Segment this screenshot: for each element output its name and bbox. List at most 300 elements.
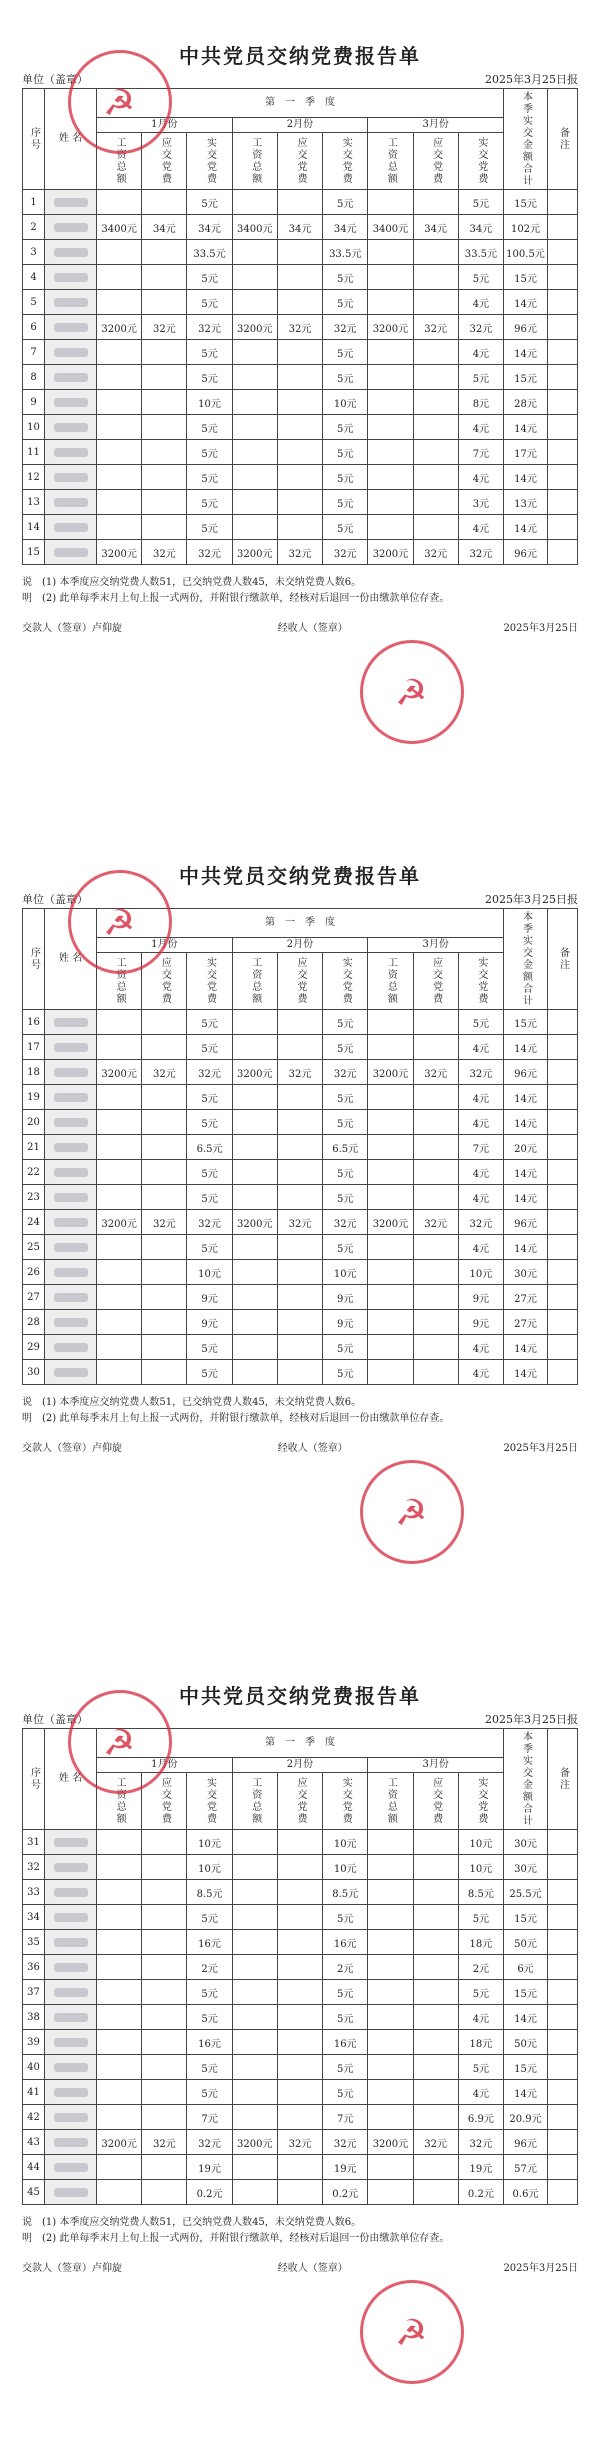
sign-date: 2025年3月25日 — [503, 2263, 578, 2274]
amount-cell: 10元 — [458, 1855, 503, 1880]
table-row — [23, 1880, 578, 1905]
amount-cell — [97, 1955, 142, 1980]
header-name: 姓 名 — [45, 1729, 97, 1830]
amount-cell: 10元 — [323, 1830, 368, 1855]
table-row — [23, 1855, 578, 1880]
amount-cell — [368, 1035, 413, 1060]
unit-label: 单位（盖章） — [22, 1713, 88, 1726]
header-sub-salary: 工资总额 — [368, 953, 413, 1010]
table-row — [23, 1010, 578, 1035]
amount-cell: 3200元 — [232, 2130, 277, 2155]
redacted-name — [45, 540, 97, 565]
amount-cell — [142, 2055, 187, 2080]
table-row — [23, 1210, 578, 1235]
report-page — [0, 820, 600, 1600]
header-remark: 备注 — [548, 909, 578, 1010]
report-sheet — [22, 1668, 578, 2274]
amount-cell: 0.2元 — [323, 2180, 368, 2205]
amount-cell — [232, 2080, 277, 2105]
amount-cell: 3200元 — [368, 2130, 413, 2155]
amount-cell — [277, 1880, 322, 1905]
row-remark — [548, 415, 578, 440]
amount-cell — [277, 2005, 322, 2030]
table-row — [23, 365, 578, 390]
amount-cell: 33.5元 — [187, 240, 232, 265]
header-total: 本季实交金额合计 — [504, 1729, 548, 1830]
amount-cell — [142, 1260, 187, 1285]
amount-cell — [232, 1035, 277, 1060]
amount-cell — [413, 1010, 458, 1035]
note-line-1: 说 (1) 本季度应交纳党费人数51，已交纳党费人数45，未交纳党费人数6。 — [22, 577, 362, 588]
header-sub-row — [23, 953, 578, 1010]
row-seq: 39 — [23, 2030, 45, 2055]
amount-cell — [142, 1135, 187, 1160]
amount-cell: 18元 — [458, 2030, 503, 2055]
header-sub-paid: 实交党费 — [187, 133, 232, 190]
amount-cell: 10元 — [458, 1830, 503, 1855]
report-page — [0, 1640, 600, 2420]
amount-cell: 18元 — [458, 1930, 503, 1955]
amount-cell — [277, 290, 322, 315]
amount-cell — [368, 2030, 413, 2055]
amount-cell — [142, 2005, 187, 2030]
row-seq: 22 — [23, 1160, 45, 1185]
amount-cell: 0.2元 — [458, 2180, 503, 2205]
amount-cell — [142, 1830, 187, 1855]
redacted-name — [45, 1085, 97, 1110]
amount-cell — [142, 440, 187, 465]
amount-cell: 5元 — [323, 2080, 368, 2105]
amount-cell — [142, 1160, 187, 1185]
amount-cell — [277, 1185, 322, 1210]
amount-cell — [368, 340, 413, 365]
row-seq: 24 — [23, 1210, 45, 1235]
amount-cell — [232, 390, 277, 415]
row-total: 14元 — [504, 2005, 548, 2030]
row-remark — [548, 1235, 578, 1260]
amount-cell: 34元 — [277, 215, 322, 240]
header-sub-salary: 工资总额 — [97, 953, 142, 1010]
row-remark — [548, 315, 578, 340]
dues-table — [22, 88, 578, 565]
amount-cell: 3200元 — [97, 540, 142, 565]
amount-cell: 32元 — [458, 315, 503, 340]
redacted-name — [45, 515, 97, 540]
row-total: 17元 — [504, 440, 548, 465]
header-sub-row — [23, 133, 578, 190]
amount-cell: 16元 — [323, 2030, 368, 2055]
table-row — [23, 1135, 578, 1160]
redacted-name — [45, 2180, 97, 2205]
amount-cell — [413, 1235, 458, 1260]
amount-cell: 5元 — [187, 2005, 232, 2030]
row-seq: 25 — [23, 1235, 45, 1260]
row-total: 15元 — [504, 2055, 548, 2080]
amount-cell: 33.5元 — [458, 240, 503, 265]
amount-cell: 16元 — [323, 1930, 368, 1955]
notes — [22, 2215, 578, 2247]
amount-cell: 5元 — [323, 515, 368, 540]
amount-cell — [142, 415, 187, 440]
amount-cell — [413, 490, 458, 515]
amount-cell — [97, 1880, 142, 1905]
row-seq: 20 — [23, 1110, 45, 1135]
amount-cell: 5元 — [458, 190, 503, 215]
header-month-2: 2月份 — [232, 118, 368, 133]
amount-cell — [142, 515, 187, 540]
amount-cell — [413, 1955, 458, 1980]
header-sub-paid: 实交党费 — [323, 133, 368, 190]
amount-cell — [368, 1235, 413, 1260]
amount-cell: 5元 — [323, 340, 368, 365]
amount-cell: 32元 — [413, 315, 458, 340]
row-total: 28元 — [504, 390, 548, 415]
row-remark — [548, 1110, 578, 1135]
header-sub-due: 应交党费 — [413, 1773, 458, 1830]
amount-cell — [97, 1855, 142, 1880]
row-remark — [548, 1855, 578, 1880]
signature-row — [22, 1439, 578, 1454]
row-total: 15元 — [504, 265, 548, 290]
amount-cell — [413, 2180, 458, 2205]
amount-cell: 10元 — [323, 1260, 368, 1285]
amount-cell: 5元 — [323, 1185, 368, 1210]
amount-cell — [232, 1335, 277, 1360]
dues-table-body — [23, 1830, 578, 2205]
amount-cell: 32元 — [458, 2130, 503, 2155]
amount-cell: 3200元 — [368, 540, 413, 565]
report-meta — [22, 1710, 578, 1728]
header-sub-paid: 实交党费 — [323, 953, 368, 1010]
row-seq: 40 — [23, 2055, 45, 2080]
row-remark — [548, 2080, 578, 2105]
amount-cell: 3200元 — [368, 315, 413, 340]
amount-cell: 32元 — [142, 540, 187, 565]
receiver-signature: 经收人（签章） — [277, 623, 348, 634]
amount-cell — [368, 490, 413, 515]
header-sub-paid: 实交党费 — [458, 1773, 503, 1830]
amount-cell: 5元 — [323, 1235, 368, 1260]
amount-cell — [413, 190, 458, 215]
amount-cell — [277, 1905, 322, 1930]
row-total: 50元 — [504, 2030, 548, 2055]
amount-cell — [142, 1110, 187, 1135]
header-sub-paid: 实交党费 — [458, 133, 503, 190]
row-total: 14元 — [504, 1335, 548, 1360]
amount-cell — [413, 1830, 458, 1855]
amount-cell: 7元 — [458, 1135, 503, 1160]
amount-cell: 5元 — [323, 2055, 368, 2080]
header-sub-paid: 实交党费 — [187, 953, 232, 1010]
amount-cell — [413, 440, 458, 465]
amount-cell: 32元 — [458, 1210, 503, 1235]
amount-cell: 5元 — [323, 1110, 368, 1135]
table-row — [23, 1185, 578, 1210]
amount-cell — [232, 1085, 277, 1110]
amount-cell — [277, 1285, 322, 1310]
redacted-name — [45, 1335, 97, 1360]
amount-cell — [413, 1360, 458, 1385]
report-date: 2025年3月25日报 — [485, 893, 578, 906]
party-seal-stamp — [360, 640, 464, 744]
redacted-name — [45, 2030, 97, 2055]
amount-cell — [232, 2180, 277, 2205]
amount-cell — [97, 240, 142, 265]
amount-cell: 34元 — [413, 215, 458, 240]
amount-cell: 5元 — [323, 415, 368, 440]
row-seq: 38 — [23, 2005, 45, 2030]
amount-cell: 5元 — [323, 1085, 368, 1110]
redacted-name — [45, 1310, 97, 1335]
amount-cell: 10元 — [187, 390, 232, 415]
redacted-name — [45, 415, 97, 440]
amount-cell: 8.5元 — [458, 1880, 503, 1905]
amount-cell — [277, 390, 322, 415]
row-remark — [548, 1135, 578, 1160]
amount-cell — [277, 1360, 322, 1385]
header-sub-due: 应交党费 — [413, 953, 458, 1010]
amount-cell — [277, 1955, 322, 1980]
amount-cell — [277, 440, 322, 465]
table-row — [23, 1060, 578, 1085]
row-seq: 12 — [23, 465, 45, 490]
table-row — [23, 215, 578, 240]
table-row — [23, 1160, 578, 1185]
amount-cell — [97, 390, 142, 415]
amount-cell — [277, 2030, 322, 2055]
amount-cell: 5元 — [323, 1360, 368, 1385]
amount-cell — [97, 2155, 142, 2180]
amount-cell: 34元 — [323, 215, 368, 240]
amount-cell: 16元 — [187, 2030, 232, 2055]
amount-cell: 10元 — [323, 1855, 368, 1880]
note-line-2: 明 (2) 此单每季末月上旬上报一式两份，并附银行缴款单，经核对后退回一份由缴款单位存查。 — [22, 2233, 450, 2244]
amount-cell: 32元 — [277, 540, 322, 565]
header-total: 本季实交金额合计 — [504, 909, 548, 1010]
header-sub-salary: 工资总额 — [97, 1773, 142, 1830]
header-sub-due: 应交党费 — [413, 133, 458, 190]
row-total: 0.6元 — [504, 2180, 548, 2205]
header-month-1: 1月份 — [97, 118, 233, 133]
row-remark — [548, 2180, 578, 2205]
row-total: 30元 — [504, 1260, 548, 1285]
amount-cell: 19元 — [187, 2155, 232, 2180]
amount-cell — [232, 1905, 277, 1930]
amount-cell — [97, 490, 142, 515]
amount-cell: 32元 — [413, 1210, 458, 1235]
unit-label: 单位（盖章） — [22, 73, 88, 86]
amount-cell — [413, 240, 458, 265]
amount-cell — [232, 2055, 277, 2080]
amount-cell: 10元 — [323, 390, 368, 415]
amount-cell — [413, 340, 458, 365]
amount-cell — [142, 1010, 187, 1035]
amount-cell: 5元 — [187, 2080, 232, 2105]
amount-cell — [232, 1360, 277, 1385]
amount-cell: 32元 — [413, 2130, 458, 2155]
amount-cell — [97, 1185, 142, 1210]
row-seq: 14 — [23, 515, 45, 540]
amount-cell — [142, 390, 187, 415]
row-remark — [548, 2155, 578, 2180]
header-month-2: 2月份 — [232, 938, 368, 953]
amount-cell — [368, 290, 413, 315]
amount-cell — [232, 190, 277, 215]
row-total: 14元 — [504, 2080, 548, 2105]
amount-cell — [97, 2055, 142, 2080]
amount-cell: 3400元 — [97, 215, 142, 240]
table-row — [23, 2080, 578, 2105]
amount-cell: 5元 — [323, 1335, 368, 1360]
row-remark — [548, 540, 578, 565]
redacted-name — [45, 1285, 97, 1310]
row-seq: 27 — [23, 1285, 45, 1310]
row-total: 96元 — [504, 1060, 548, 1085]
amount-cell — [97, 440, 142, 465]
report-date: 2025年3月25日报 — [485, 1713, 578, 1726]
row-remark — [548, 1980, 578, 2005]
amount-cell: 4元 — [458, 2080, 503, 2105]
amount-cell — [368, 1335, 413, 1360]
amount-cell: 32元 — [142, 1210, 187, 1235]
amount-cell — [97, 2105, 142, 2130]
redacted-name — [45, 340, 97, 365]
amount-cell: 4元 — [458, 1360, 503, 1385]
header-sub-salary: 工资总额 — [232, 953, 277, 1010]
amount-cell: 4元 — [458, 1235, 503, 1260]
hammer-sickle-icon: ☭ — [395, 2313, 428, 2354]
amount-cell: 32元 — [323, 1060, 368, 1085]
amount-cell: 5元 — [187, 440, 232, 465]
table-row — [23, 1980, 578, 2005]
amount-cell — [142, 240, 187, 265]
redacted-name — [45, 1360, 97, 1385]
amount-cell: 5元 — [323, 1905, 368, 1930]
row-remark — [548, 440, 578, 465]
amount-cell: 32元 — [277, 2130, 322, 2155]
amount-cell — [413, 415, 458, 440]
row-remark — [548, 1210, 578, 1235]
redacted-name — [45, 265, 97, 290]
hammer-sickle-icon: ☭ — [395, 1493, 428, 1534]
redacted-name — [45, 1135, 97, 1160]
amount-cell — [97, 1335, 142, 1360]
header-sub-paid: 实交党费 — [458, 953, 503, 1010]
redacted-name — [45, 190, 97, 215]
amount-cell — [368, 465, 413, 490]
amount-cell: 9元 — [458, 1285, 503, 1310]
table-row — [23, 465, 578, 490]
amount-cell: 5元 — [323, 490, 368, 515]
amount-cell — [368, 1010, 413, 1035]
row-total: 27元 — [504, 1285, 548, 1310]
amount-cell — [142, 1980, 187, 2005]
amount-cell: 32元 — [413, 540, 458, 565]
amount-cell: 32元 — [458, 1060, 503, 1085]
amount-cell — [97, 2030, 142, 2055]
amount-cell: 5元 — [187, 515, 232, 540]
header-sub-due: 应交党费 — [142, 133, 187, 190]
amount-cell: 5元 — [187, 1905, 232, 1930]
amount-cell — [277, 265, 322, 290]
amount-cell — [368, 2180, 413, 2205]
header-name: 姓 名 — [45, 909, 97, 1010]
amount-cell — [232, 1855, 277, 1880]
amount-cell — [368, 1830, 413, 1855]
redacted-name — [45, 1160, 97, 1185]
row-seq: 11 — [23, 440, 45, 465]
amount-cell — [277, 1980, 322, 2005]
row-seq: 29 — [23, 1335, 45, 1360]
amount-cell — [232, 2005, 277, 2030]
table-row — [23, 190, 578, 215]
header-sub-paid: 实交党费 — [187, 1773, 232, 1830]
header-month-3: 3月份 — [368, 1758, 504, 1773]
row-remark — [548, 365, 578, 390]
redacted-name — [45, 1855, 97, 1880]
table-row — [23, 340, 578, 365]
amount-cell: 32元 — [187, 315, 232, 340]
signature-row — [22, 2259, 578, 2274]
redacted-name — [45, 390, 97, 415]
table-row — [23, 1085, 578, 1110]
amount-cell — [277, 1135, 322, 1160]
amount-cell: 5元 — [323, 290, 368, 315]
redacted-name — [45, 240, 97, 265]
amount-cell — [142, 1905, 187, 1930]
amount-cell: 6.9元 — [458, 2105, 503, 2130]
table-row — [23, 490, 578, 515]
amount-cell: 4元 — [458, 1335, 503, 1360]
amount-cell — [277, 465, 322, 490]
amount-cell — [277, 1160, 322, 1185]
row-remark — [548, 1955, 578, 1980]
redacted-name — [45, 2005, 97, 2030]
header-total: 本季实交金额合计 — [504, 89, 548, 190]
row-total: 14元 — [504, 1085, 548, 1110]
table-row — [23, 415, 578, 440]
redacted-name — [45, 465, 97, 490]
amount-cell — [277, 1335, 322, 1360]
row-remark — [548, 2005, 578, 2030]
row-total: 14元 — [504, 1360, 548, 1385]
row-total: 14元 — [504, 465, 548, 490]
amount-cell — [413, 2080, 458, 2105]
row-remark — [548, 2030, 578, 2055]
table-row — [23, 515, 578, 540]
amount-cell: 4元 — [458, 415, 503, 440]
amount-cell: 7元 — [323, 2105, 368, 2130]
row-total: 96元 — [504, 2130, 548, 2155]
row-seq: 1 — [23, 190, 45, 215]
redacted-name — [45, 1210, 97, 1235]
row-remark — [548, 1905, 578, 1930]
amount-cell: 9元 — [458, 1310, 503, 1335]
row-total: 14元 — [504, 1185, 548, 1210]
amount-cell: 5元 — [187, 1360, 232, 1385]
amount-cell: 32元 — [142, 2130, 187, 2155]
row-total: 96元 — [504, 1210, 548, 1235]
amount-cell — [413, 1260, 458, 1285]
amount-cell: 5元 — [458, 1010, 503, 1035]
table-row — [23, 2105, 578, 2130]
amount-cell: 5元 — [323, 2005, 368, 2030]
amount-cell: 5元 — [458, 1980, 503, 2005]
amount-cell — [97, 365, 142, 390]
amount-cell — [277, 2155, 322, 2180]
row-remark — [548, 2130, 578, 2155]
amount-cell: 16元 — [187, 1930, 232, 1955]
